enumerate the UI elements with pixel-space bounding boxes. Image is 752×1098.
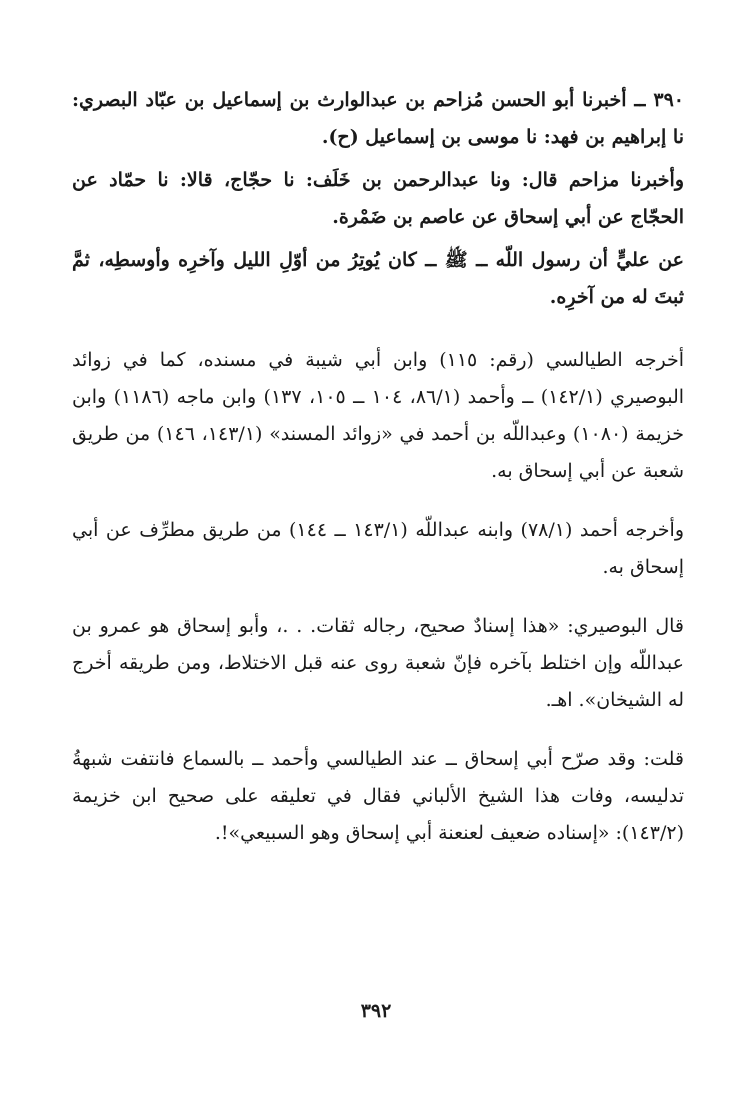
hadith-matn: عن عليٍّ أن رسول اللّه ــ ﷺ ــ كان يُوتِرُ من أوّلِ الليل وآخرِه وأوسطِه، ثمَّ ثبتَ له من آخرِه. <box>72 249 684 308</box>
page-body <box>72 82 684 852</box>
spacer <box>72 586 684 608</box>
takhrij-paragraph-1: أخرجه الطيالسي (رقم: ١١٥) وابن أبي شيبة في مسنده، كما في زوائد البوصيري (١٤٢/١) ــ وأحمد (٨٦/١، ١٠٤ ــ ١٠٥، ١٣٧) وابن ماجه (١١٨٦) وابن خزيمة (١٠٨٠) وعبداللّه بن أحمد في «زوائد المسند» (١٤٣/١، ١٤٦) من طريق شعبة عن أبي إسحاق به. <box>72 349 685 482</box>
busiri-quote-paragraph: قال البوصيري: «هذا إسنادٌ صحيح، رجاله ثقات. . .، وأبو إسحاق هو عمرو بن عبداللّه وإن اختلط بآخره فإنّ شعبة روى عنه قبل الاختلاط، ومن طريقه أخرج له الشيخان». اهـ. <box>72 615 684 711</box>
spacer <box>72 490 684 512</box>
hadith-isnad-2: وأخبرنا مزاحم قال: ونا عبدالرحمن بن خَلَف: نا حجّاج، قالا: نا حمّاد عن الحجّاج عن أبي إسحاق عن عاصم بن ضَمْرة. <box>72 169 684 228</box>
takhrij-paragraph-2: وأخرجه أحمد (٧٨/١) وابنه عبداللّه (١٤٣/١ ــ ١٤٤) من طريق مطرِّف عن أبي إسحاق به. <box>72 519 684 578</box>
hadith-isnad-1: ٣٩٠ ــ أخبرنا أبو الحسن مُزاحم بن عبدالوارث بن إسماعيل بن عبّاد البصري: نا إبراهيم بن فهد: نا موسى بن إسماعيل (ح). <box>72 89 684 148</box>
spacer <box>72 316 684 342</box>
spacer <box>72 719 684 741</box>
author-remark-paragraph: قلت: وقد صرّح أبي إسحاق ــ عند الطيالسي وأحمد ــ بالسماع فانتفت شبهةُ تدليسه، وفات هذا الشيخ الألباني فقال في تعليقه على صحيح ابن خزيمة (١٤٣/٢): «إسناده ضعيف لعنعنة أبي إسحاق وهو السبيعي»!. <box>72 748 684 844</box>
page-number: ٣٩٢ <box>360 1000 392 1022</box>
